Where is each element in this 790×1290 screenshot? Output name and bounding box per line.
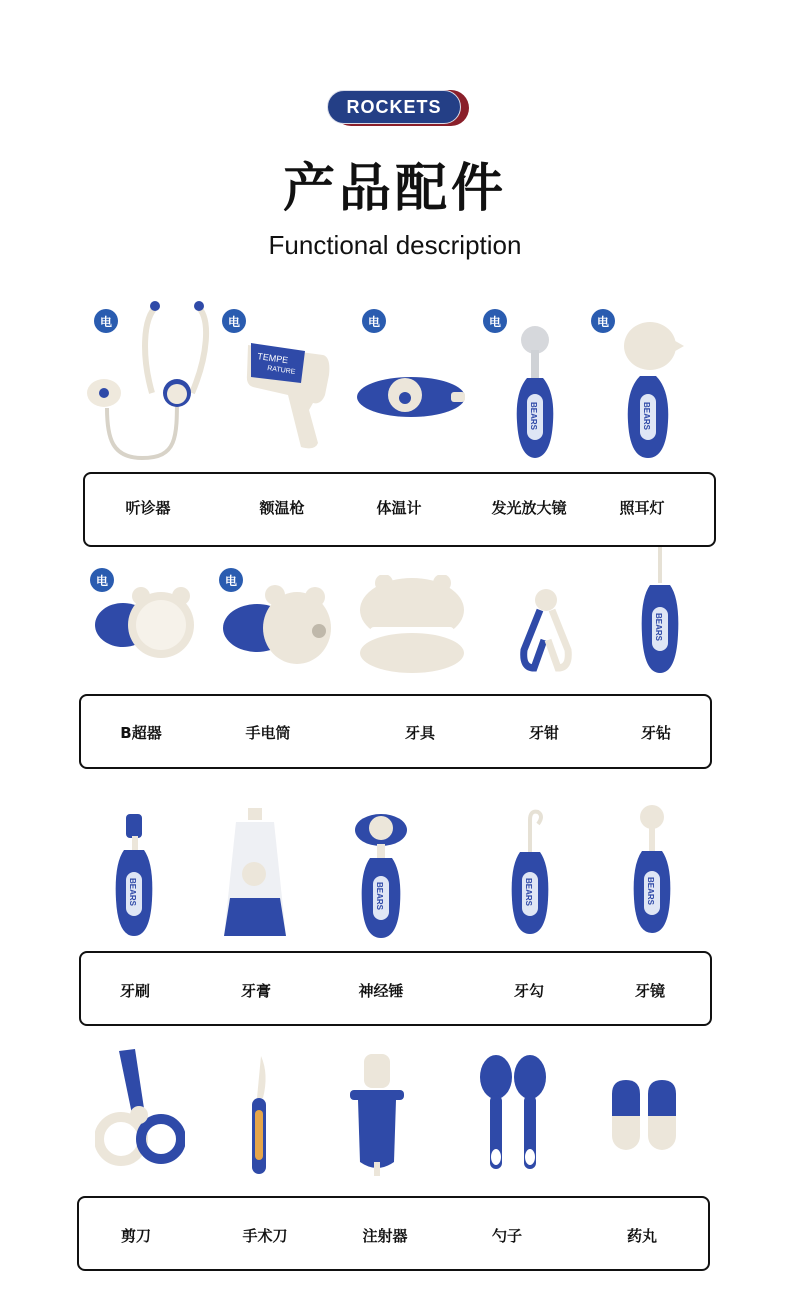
dental-mirror-image (628, 803, 678, 938)
label-box-row-2 (79, 694, 712, 769)
brand-badge (327, 90, 469, 126)
label-flashlight: 手电筒 (245, 724, 291, 742)
thermometer-image (355, 370, 467, 425)
otoscope-image (612, 318, 692, 463)
dental-hook-image (506, 806, 556, 938)
handle-text: BEARS (642, 402, 651, 431)
flashlight-image (219, 583, 334, 673)
handle-text: BEARS (128, 878, 137, 907)
label-dental-model: 牙具 (404, 724, 436, 742)
power-badge: 电 (591, 309, 615, 333)
label-otoscope: 照耳灯 (619, 499, 665, 517)
magnifier-image (505, 322, 565, 462)
scalpel-image (245, 1054, 275, 1179)
forehead-thermometer-image (243, 335, 333, 455)
label-dental-drill: 牙钻 (640, 724, 672, 742)
dental-model-image (356, 575, 468, 675)
stethoscope-image (82, 298, 222, 463)
label-ultrasound: B超器 (120, 724, 162, 742)
label-dental-mirror: 牙镜 (634, 982, 666, 1000)
label-pills: 药丸 (626, 1227, 658, 1245)
label-scalpel: 手术刀 (242, 1227, 288, 1245)
reflex-hammer-image (352, 810, 410, 940)
power-badge: 电 (483, 309, 507, 333)
label-syringe: 注射器 (362, 1227, 408, 1245)
label-reflex-hammer: 神经锤 (358, 982, 404, 1000)
power-badge: 电 (219, 568, 243, 592)
handle-text: BEARS (654, 613, 663, 642)
handle-text: BEARS (375, 882, 384, 911)
label-dental-hook: 牙勾 (513, 982, 545, 1000)
label-dental-pliers: 牙钳 (528, 724, 560, 742)
brand-label: ROCKETS (327, 90, 461, 124)
label-toothbrush: 牙刷 (119, 982, 151, 1000)
pills-image (608, 1078, 682, 1152)
dental-drill-image (636, 545, 686, 677)
spoons-image (478, 1053, 548, 1175)
label-spoons: 勺子 (491, 1227, 523, 1245)
label-thermometer: 体温计 (376, 499, 422, 517)
label-stethoscope: 听诊器 (125, 499, 171, 517)
page-subtitle: Functional description (268, 230, 522, 260)
power-badge: 电 (90, 568, 114, 592)
power-badge: 电 (222, 309, 246, 333)
handle-text: BEARS (646, 877, 655, 906)
power-badge: 电 (94, 309, 118, 333)
page-title: 产品配件 (282, 159, 507, 219)
handle-text: BEARS (529, 402, 538, 431)
label-scissors: 剪刀 (120, 1227, 152, 1245)
thermometer-text: TEMPE (256, 351, 289, 366)
toothbrush-image (110, 808, 160, 938)
scissors-image (95, 1045, 185, 1170)
handle-text: BEARS (524, 878, 533, 907)
label-forehead-thermometer: 额温枪 (259, 499, 305, 517)
dental-pliers-image (518, 580, 573, 675)
label-magnifier: 发光放大镜 (491, 499, 567, 517)
ultrasound-image (93, 580, 198, 670)
thermometer-text: RATURE (266, 365, 296, 376)
label-toothpaste: 牙膏 (240, 982, 272, 1000)
power-badge: 电 (362, 309, 386, 333)
toothpaste-image (220, 808, 290, 940)
syringe-image (346, 1050, 408, 1180)
